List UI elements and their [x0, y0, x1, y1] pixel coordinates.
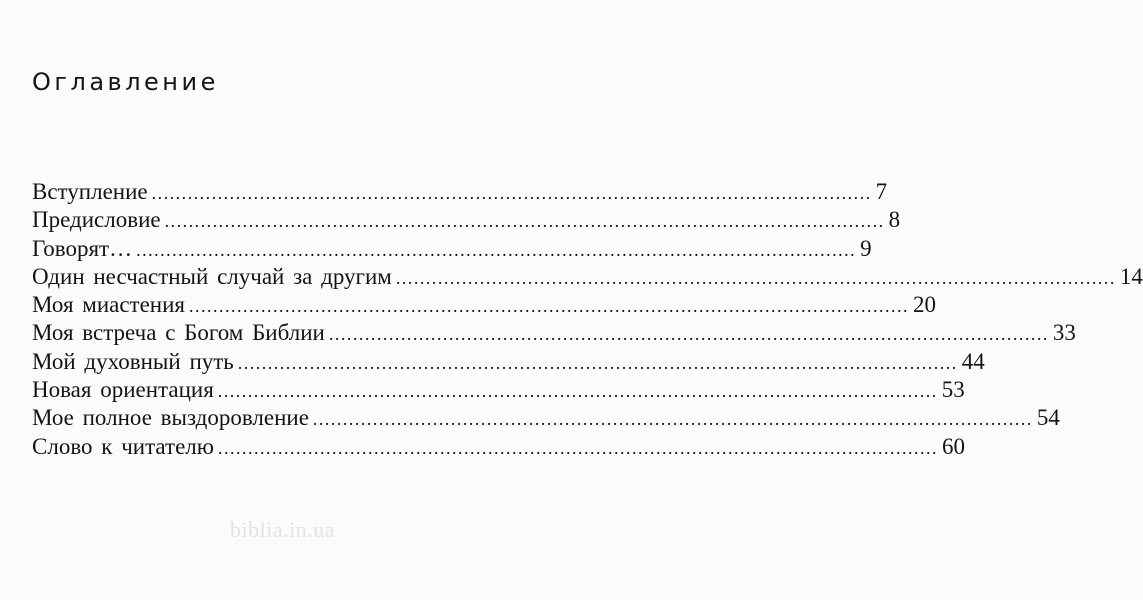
dot-leader: ........................................................................................................................ [164, 211, 885, 232]
toc-entry [32, 263, 1143, 292]
toc-page-number: 33 [1052, 320, 1076, 346]
toc-page-number: 44 [961, 348, 985, 374]
toc-entry [32, 207, 901, 235]
toc-entry [32, 179, 888, 207]
dot-leader: ........................................................................................................................ [151, 183, 872, 203]
toc-page-number: 54 [1036, 405, 1060, 431]
dot-leader: ........................................................................................................................ [189, 296, 910, 317]
toc-entry-title: Новая ориентация [32, 377, 214, 403]
toc-entry-title: Мой духовный путь [32, 348, 234, 374]
page-title: Оглавление [32, 68, 219, 96]
dot-leader: ........................................................................................................................ [217, 381, 938, 402]
dot-leader: ........................................................................................................................ [328, 324, 1049, 345]
toc-entry [32, 235, 872, 264]
toc-entry [32, 405, 1060, 433]
toc-entry [32, 320, 1076, 348]
toc-entry-title: Говорят… [32, 235, 133, 261]
toc-entry [32, 377, 965, 405]
dot-leader: ........................................................................................................................ [312, 409, 1033, 430]
toc-page-number: 14 [1119, 263, 1143, 289]
toc-entry-title: Моя миастения [32, 292, 186, 318]
toc-page-number: 7 [875, 179, 888, 204]
toc-entry [32, 348, 985, 377]
toc-page-number: 53 [941, 377, 965, 403]
toc-entry-title: Слово к читателю [32, 433, 214, 459]
dot-leader: ........................................................................................................................ [237, 352, 958, 373]
toc-entry-title: Мое полное выздоровление [32, 405, 309, 431]
dot-leader: ........................................................................................................................ [136, 239, 857, 260]
toc-entry [32, 292, 937, 320]
toc-entry-title: Один несчастный случай за другим [32, 263, 392, 289]
watermark: biblia.in.ua [230, 517, 335, 542]
toc-page-number: 20 [913, 292, 937, 318]
dot-leader: ........................................................................................................................ [217, 437, 938, 458]
toc-entry-title: Предисловие [32, 207, 161, 233]
dot-leader: ........................................................................................................................ [395, 267, 1116, 288]
toc-entry [32, 433, 965, 462]
toc-page-number: 8 [888, 207, 901, 233]
table-of-contents [32, 179, 1143, 462]
toc-entry-title: Вступление [32, 179, 148, 204]
toc-page-number: 60 [941, 433, 965, 459]
toc-entry-title: Моя встреча с Богом Библии [32, 320, 325, 346]
toc-page-number: 9 [860, 235, 872, 261]
